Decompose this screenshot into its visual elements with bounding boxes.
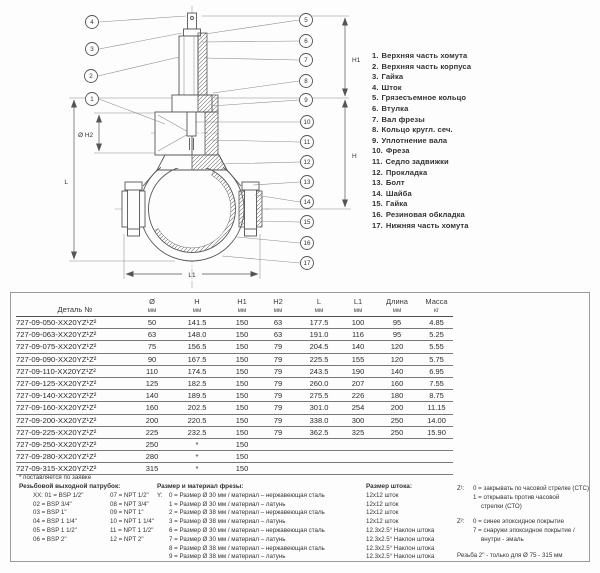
callout-8 — [300, 75, 313, 88]
svg-text:6: 6 — [304, 38, 308, 46]
code-row: 06 = BSP 2" 12 = NPT 2" — [33, 535, 144, 543]
legend-item: 6. Втулка — [372, 103, 409, 113]
svg-text:11: 11 — [303, 139, 311, 147]
code-row: 05 = BSP 1 1/2" 11 = NPT 1 1/2" — [33, 526, 154, 534]
callout-15 — [301, 216, 314, 229]
table-header-row — [16, 295, 453, 317]
legend-item: 5. Грязесъемное кольцо — [372, 93, 467, 103]
legend-item: 4. Шток — [372, 82, 402, 92]
callout-5 — [300, 14, 313, 27]
cutter-title: Размер и материал фрезы: — [157, 483, 244, 490]
svg-text:4: 4 — [90, 19, 94, 27]
parts-legend — [372, 51, 471, 231]
stem-and-bonnet — [172, 13, 218, 112]
callout-12 — [301, 156, 314, 169]
legend-item: 16. Резиновая обкладка — [372, 209, 465, 219]
legend-item: 12. Прокладка — [372, 167, 428, 177]
code-row: 2 = Размер Ø 38 мм / материал – нержавеющая сталь — [169, 509, 325, 517]
callout-9 — [300, 94, 313, 107]
code-row: 03 = BSP 1" 09 = NPT 1" — [33, 509, 144, 517]
z1-group: Z¹: 0 = закрывать по часовой стрелке (СТС) 1 = открывать против часовой стрелки (СТО) — [457, 485, 590, 510]
pipe-clamp — [140, 155, 244, 261]
svg-text:8: 8 — [304, 78, 308, 86]
code-row: 7 = Размер Ø 30 мм / материал – латунь — [169, 535, 286, 543]
table-row: 727-09-050-XX20YZ¹Z² 50 141.5 150 63 177.5 100 95 4.85 — [16, 317, 453, 329]
code-row: 9 = Размер Ø 38 мм / материал – латунь — [169, 553, 286, 561]
code-row: 04 = BSP 1 1/4" 10 = NPT 1 1/4" — [33, 518, 154, 526]
dim-l-label: L — [64, 179, 68, 186]
col-l: L мм — [296, 295, 342, 317]
stem-line: 12.3х2.5° Наклон штока — [366, 544, 435, 552]
legend-item: 11. Седло задвижки — [372, 156, 449, 166]
svg-text:12: 12 — [303, 159, 311, 167]
legend-item: 14. Шайба — [372, 188, 412, 198]
code-row: 02 = BSP 3/4" 08 = NPT 3/4" — [33, 500, 149, 508]
legend-item: 1. Верхняя часть хомута — [372, 51, 468, 60]
stem-line: 12.3х2.5° Наклон штока — [366, 526, 435, 534]
legend-item: 3. Гайка — [372, 72, 404, 82]
code-row: 3 = Размер Ø 38 мм / материал – латунь — [169, 518, 286, 526]
outlet-title: Резьбовой выходной патрубок: — [19, 483, 121, 490]
svg-text:15: 15 — [303, 219, 311, 227]
callout-1 — [86, 93, 99, 106]
callout-14 — [301, 196, 314, 209]
callout-17 — [301, 257, 314, 270]
table-row: 727-09-110-XX20YZ¹Z² 110 174.5 150 79 243.5 190 140 6.95 — [16, 365, 453, 377]
code-row: 1 = Размер Ø 30 мм / материал – латунь — [169, 500, 286, 508]
callout-10 — [301, 116, 314, 129]
callout-2 — [85, 70, 98, 83]
table-row: 727-09-063-XX20YZ¹Z² 63 148.0 150 63 191.0 116 95 5.25 — [16, 329, 453, 341]
z-codes — [457, 485, 589, 561]
legend-item: 8. Кольцо кругл. сеч. — [372, 125, 453, 135]
svg-text:9: 9 — [304, 97, 308, 105]
legend-item: 9. Уплотнение вала — [372, 135, 448, 145]
svg-text:14: 14 — [303, 199, 311, 207]
legend-item: 10. Фреза — [372, 146, 410, 156]
col-h: H мм — [170, 295, 224, 317]
table-row: 727-09-225-XX20YZ¹Z² 225 232.5 150 79 362.5 325 250 15.90 — [16, 426, 453, 438]
z2-group: Z²: 0 = синее эпоксидное покрытие 7 = снаружи эпоксидное покрытие / внутри - эмаль — [457, 518, 575, 543]
stem-line: 12x12 шток — [366, 509, 399, 517]
col-l1: L1 мм — [342, 295, 374, 317]
svg-text:7: 7 — [304, 57, 308, 65]
stem-line: 12x12 шток — [366, 491, 399, 499]
code-row: Y: 0 = Размер Ø 30 мм / материал – нержавеющая сталь — [157, 491, 325, 499]
cutter-codes — [157, 483, 325, 562]
stem-title: Размер штока: — [366, 483, 412, 490]
stem-line: 12.3х2.5° Наклон штока — [366, 553, 435, 561]
callout-3 — [86, 43, 99, 56]
code-row: 8 = Размер Ø 38 мм / материал – нержавеющая сталь — [169, 544, 325, 552]
dim-oh2-label: Ø H2 — [78, 132, 94, 139]
dim-l1-label: L1 — [188, 272, 196, 279]
outlet-thread-codes — [19, 483, 154, 545]
left-bolt-lug — [122, 182, 145, 236]
col-length: Длина мм — [374, 295, 420, 317]
legend-item: 13. Болт — [372, 178, 405, 188]
stem-line: 12x12 шток — [366, 500, 399, 508]
right-bolt-lug — [239, 182, 262, 236]
legend-item: 7. Вал фрезы — [372, 114, 425, 124]
col-h2: H2 мм — [260, 295, 296, 317]
table-row: 727-09-140-XX20YZ¹Z² 140 189.5 150 79 275.5 226 180 8.75 — [16, 390, 453, 402]
callout-16 — [301, 237, 314, 250]
table-row: 727-09-075-XX20YZ¹Z² 75 156.5 150 79 204.5 140 120 5.55 — [16, 341, 453, 353]
asterisk-note: * поставляется по заявке — [19, 474, 92, 481]
legend-item: 17. Нижняя часть хомута — [372, 220, 469, 230]
legend-item: 15. Гайка — [372, 199, 408, 209]
dim-h-label: H — [352, 153, 357, 160]
callout-7 — [300, 54, 313, 67]
code-row: 6 = Размер Ø 30 мм / материал – нержавеющая сталь — [169, 526, 325, 534]
svg-text:1: 1 — [90, 96, 94, 104]
valve-assembly-drawing — [15, 0, 365, 292]
svg-text:10: 10 — [303, 119, 311, 127]
col-diameter: Ø мм — [134, 295, 170, 317]
legend-item: 2. Верхняя часть корпуса — [372, 61, 472, 71]
svg-text:3: 3 — [90, 46, 94, 54]
table-row: 727-09-280-XX20YZ¹Z² 280 * 150 — [16, 451, 453, 463]
table-row: 727-09-090-XX20YZ¹Z² 90 167.5 150 79 225.5 155 120 5.75 — [16, 353, 453, 365]
col-part: Деталь № — [16, 295, 134, 317]
table-row: 727-09-250-XX20YZ¹Z² 250 * 150 — [16, 438, 453, 450]
svg-text:5: 5 — [304, 17, 308, 25]
code-row: XX: 01 = BSP 1/2" 07 = NPT 1/2" — [33, 491, 149, 499]
callout-11 — [301, 136, 314, 149]
svg-text:16: 16 — [303, 240, 311, 248]
stem-sizes — [366, 483, 434, 562]
table-row: 727-09-160-XX20YZ¹Z² 160 202.5 150 79 301.0 254 200 11.15 — [16, 402, 453, 414]
svg-text:17: 17 — [303, 260, 311, 268]
col-h1: H1 мм — [224, 295, 260, 317]
callout-13 — [301, 176, 314, 189]
table-row: 727-09-125-XX20YZ¹Z² 125 182.5 150 79 260.0 207 160 7.55 — [16, 377, 453, 389]
dimensions-table — [16, 295, 453, 475]
stem-line: 12x12 шток — [366, 518, 399, 526]
svg-text:2: 2 — [89, 73, 93, 81]
table-row: 727-09-315-XX20YZ¹Z² 315 * 150 — [16, 463, 453, 475]
callout-6 — [300, 35, 313, 48]
dim-h1-label: H1 — [352, 57, 361, 64]
stem-line: 12.3х2.5° Наклон штока — [366, 535, 435, 543]
specification-box — [10, 292, 590, 562]
col-mass: Масса кг — [420, 295, 453, 317]
table-row: 727-09-200-XX20YZ¹Z² 200 220.5 150 79 338.0 300 250 14.00 — [16, 414, 453, 426]
thread-note: Резьба 2" - только для Ø 75 - 315 мм — [457, 551, 563, 559]
svg-text:13: 13 — [303, 179, 311, 187]
callout-4 — [86, 16, 99, 29]
